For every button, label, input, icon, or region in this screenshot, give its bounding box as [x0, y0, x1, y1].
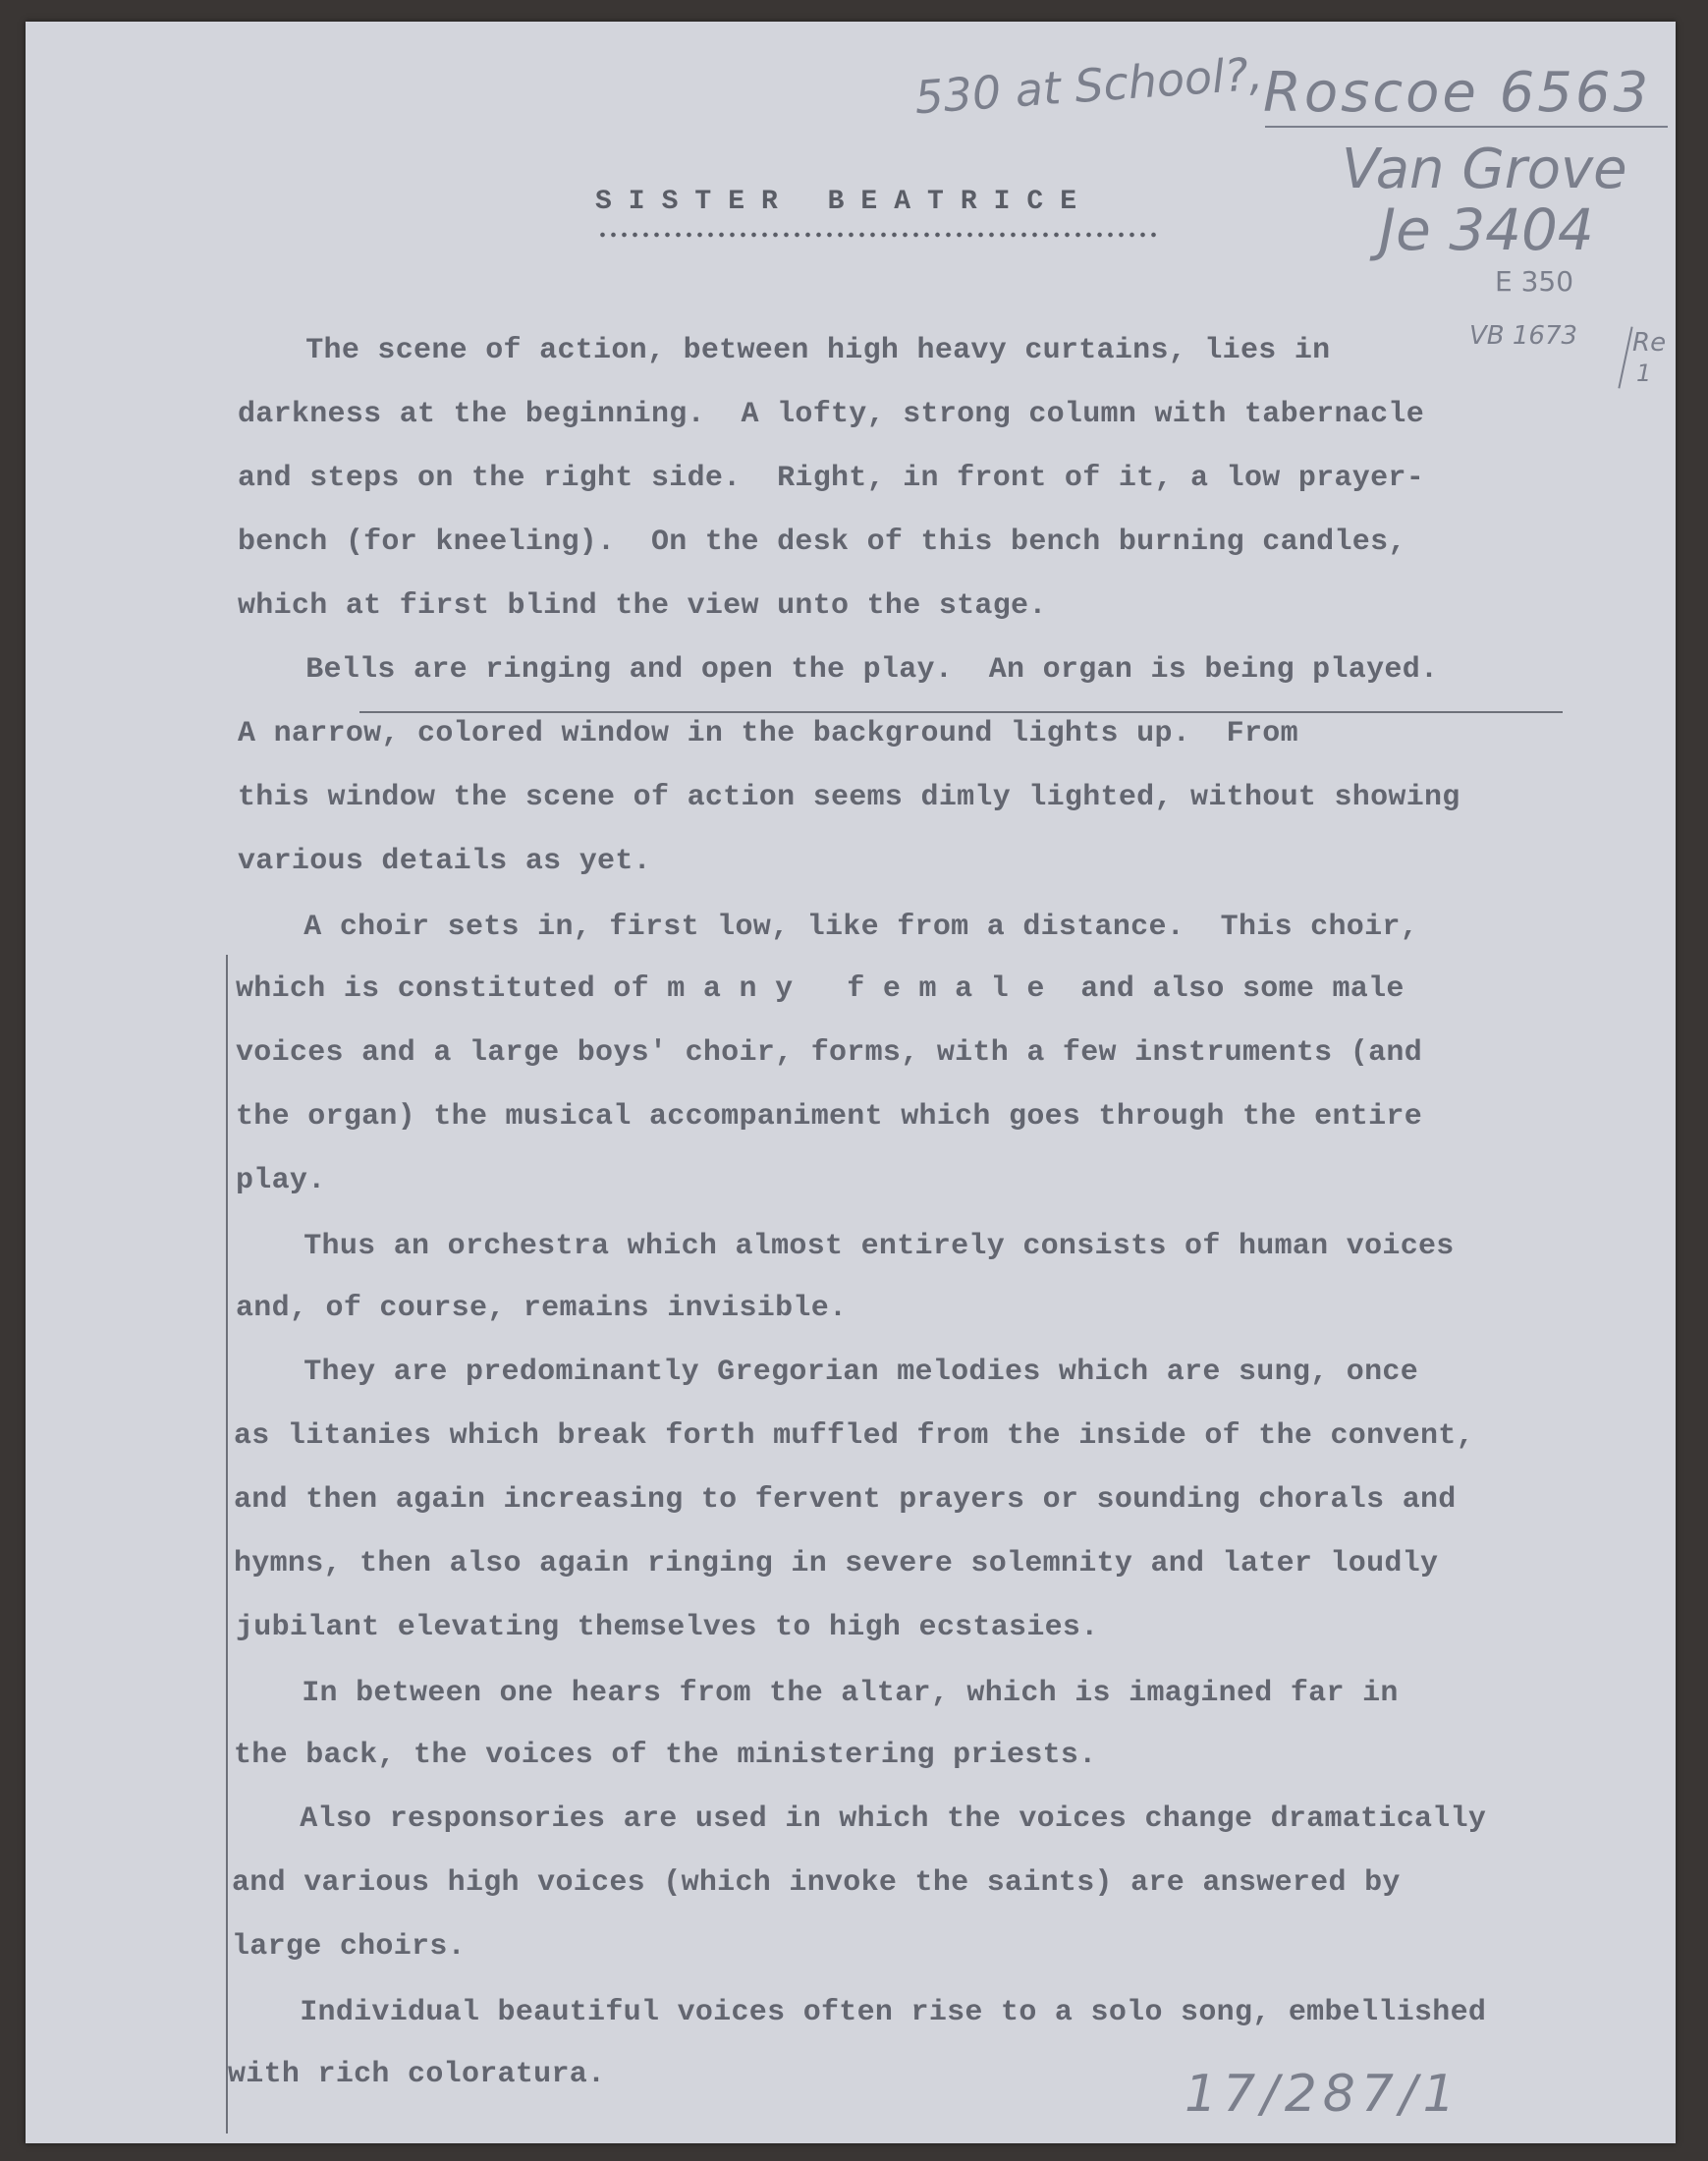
text-line: the back, the voices of the ministering priests. — [234, 1739, 1097, 1772]
handwritten-code-4: 1 — [1636, 360, 1652, 387]
text-line: They are predominantly Gregorian melodies which are sung, once — [232, 1356, 1418, 1389]
text-line: and then again increasing to fervent prayers or sounding chorals and — [234, 1483, 1457, 1517]
text-line: as litanies which break forth muffled from the inside of the convent, — [234, 1419, 1474, 1453]
text-line: which at first blind the view unto the stage. — [238, 589, 1047, 623]
text-line: Bells are ringing and open the play. An organ is being played. — [234, 653, 1439, 687]
text-line: voices and a large boys' choir, forms, with a few instruments (and — [236, 1036, 1422, 1070]
text-line: which is constituted of m a n y f e m a l e and also some male — [236, 972, 1405, 1006]
handwritten-note-ref: Je 3404 — [1379, 196, 1594, 263]
text-line: and steps on the right side. Right, in front of it, a low prayer- — [238, 462, 1424, 495]
text-line: large choirs. — [232, 1930, 466, 1964]
text-line: various details as yet. — [238, 845, 651, 878]
document-page — [26, 22, 1676, 2143]
handwritten-archive-number: 17/287/1 — [1185, 2065, 1461, 2124]
handwritten-code-2: VB 1673 — [1469, 321, 1578, 351]
text-line: jubilant elevating themselves to high ecstasies. — [236, 1611, 1099, 1644]
text-line: darkness at the beginning. A lofty, strong column with tabernacle — [238, 398, 1424, 431]
text-line: A narrow, colored window in the background lights up. From — [238, 717, 1298, 750]
handwritten-code-1: E 350 — [1495, 265, 1574, 298]
title-dotted-underline — [597, 232, 1157, 238]
text-line: Individual beautiful voices often rise to a solo song, embellished — [228, 1996, 1487, 2029]
handwritten-underline — [1265, 126, 1668, 128]
text-line: In between one hears from the altar, which is imagined far in — [230, 1677, 1399, 1710]
handwritten-note-name: Van Grove — [1342, 138, 1627, 201]
text-line: A choir sets in, first low, like from a distance. This choir, — [232, 911, 1418, 944]
handwritten-code-3: Re — [1632, 328, 1667, 358]
handwritten-note-time: 530 at School?, — [912, 46, 1265, 125]
document-title: SISTER BEATRICE — [595, 187, 1094, 217]
text-line: and various high voices (which invoke the saints) are answered by — [232, 1866, 1401, 1900]
text-line: bench (for kneeling). On the desk of this bench burning candles, — [238, 526, 1406, 559]
margin-line — [226, 955, 228, 2133]
text-line: with rich coloratura. — [228, 2058, 606, 2091]
text-line: and, of course, remains invisible. — [236, 1292, 848, 1325]
text-line: Also responsories are used in which the voices change dramatically — [228, 1802, 1487, 1836]
text-line: hymns, then also again ringing in severe solemnity and later loudly — [234, 1547, 1439, 1580]
text-underline — [359, 711, 1563, 713]
text-line: Thus an orchestra which almost entirely consists of human voices — [232, 1230, 1455, 1263]
text-line: this window the scene of action seems dimly lighted, without showing — [238, 781, 1460, 814]
text-line: the organ) the musical accompaniment which goes through the entire — [236, 1100, 1422, 1134]
text-line: The scene of action, between high heavy curtains, lies in — [234, 334, 1331, 367]
handwritten-note-phone: Roscoe 6563 — [1263, 61, 1652, 125]
handwritten-separator — [1618, 326, 1632, 388]
text-line: play. — [236, 1164, 326, 1197]
